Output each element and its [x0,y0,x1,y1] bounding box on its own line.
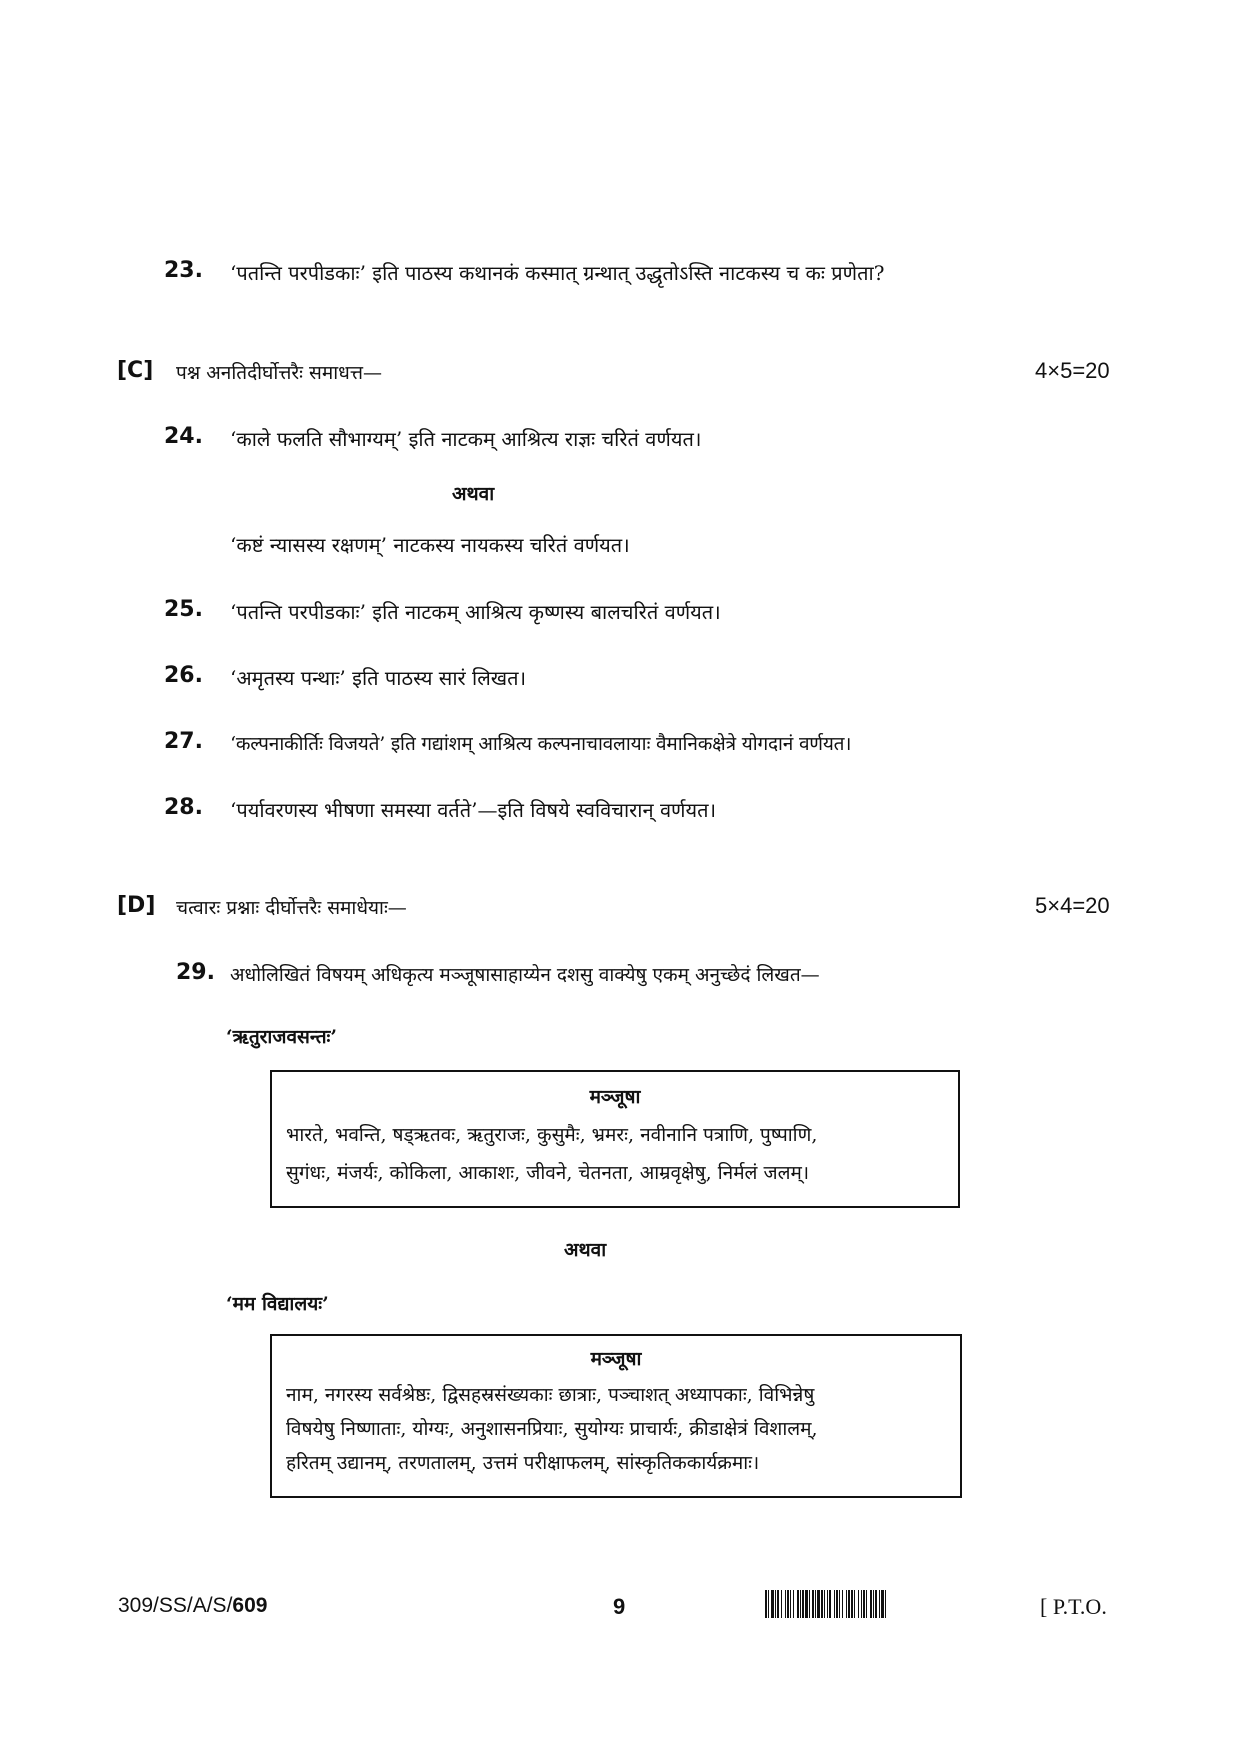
paper-code-prefix: 309/SS/A/S/ [118,1594,233,1617]
question-number: 26. [164,663,203,688]
section-d-instruction: चत्वारः प्रश्नाः दीर्घोत्तरैः समाधेयाः— [176,897,407,919]
question-text: ‘पतन्ति परपीडकाः’ इति नाटकम् आश्रित्य कृष्णस्य बालचरितं वर्णयत। [230,600,721,624]
essay-topic-2: ‘मम विद्यालयः’ [226,1293,329,1315]
question-text: ‘पतन्ति परपीडकाः’ इति पाठस्य कथानकं कस्मात् ग्रन्थात् उद्धृतोऽस्ति नाटकस्य च कः प्रणेता? [230,261,885,285]
question-number: 27. [164,729,203,754]
pto-label: [ P.T.O. [1040,1594,1107,1619]
question-text: अधोलिखितं विषयम् अधिकृत्य मञ्जूषासाहाय्येन दशसु वाक्येषु एकम् अनुच्छेदं लिखत— [230,964,820,986]
question-text-alternative: ‘कष्टं न्यासस्य रक्षणम्’ नाटकस्य नायकस्य चरितं वर्णयत। [230,533,630,557]
athava-label: अथवा [564,1239,607,1261]
question-number: 25. [164,597,203,622]
word-box-line: विषयेषु निष्णाताः, योग्यः, अनुशासनप्रियाः, सुयोग्यः प्राचार्यः, क्रीडाक्षेत्रं विशालम्, [286,1418,818,1440]
word-box-line: सुगंधः, मंजर्यः, कोकिला, आकाशः, जीवने, चेतनता, आम्रवृक्षेषु, निर्मलं जलम्। [286,1162,810,1184]
paper-code [118,1594,267,1618]
paper-code-number: 609 [232,1594,268,1617]
word-box-line: नाम, नगरस्य सर्वश्रेष्ठः, द्विसहस्रसंख्यकाः छात्राः, पञ्चाशत् अध्यापकाः, विभिन्नेषु [286,1384,815,1406]
essay-topic-1: ‘ऋतुराजवसन्तः’ [226,1026,337,1048]
section-c-instruction: पश्न अनतिदीर्घोत्तरैः समाधत्त— [176,362,382,384]
question-number: 29. [176,960,215,985]
question-text: ‘काले फलति सौभाग्यम्’ इति नाटकम् आश्रित्य राज्ञः चरितं वर्णयत। [230,427,702,451]
word-box-line: हरितम् उद्यानम्, तरणतालम्, उत्तमं परीक्षाफलम्, सांस्कृतिककार्यक्रमाः। [286,1452,760,1474]
barcode-image [765,1590,1027,1618]
word-box-1 [270,1070,960,1208]
question-number: 23. [164,258,203,283]
question-text: ‘पर्यावरणस्य भीषणा समस्या वर्तते’—इति विषये स्वविचारान् वर्णयत। [230,798,717,822]
athava-label: अथवा [452,483,495,505]
section-c-label: [C] [117,358,154,383]
section-d-label: [D] [117,893,156,918]
question-text: ‘कल्पनाकीर्तिः विजयते’ इति गद्यांशम् आश्रित्य कल्पनाचावलायाः वैमानिकक्षेत्रे योगदानं वर्णयत। [230,733,852,755]
word-box-title: मञ्जूषा [590,1348,642,1370]
word-box-title: मञ्जूषा [589,1086,641,1108]
question-text: ‘अमृतस्य पन्थाः’ इति पाठस्य सारं लिखत। [230,666,527,690]
section-d-marks: 5×4=20 [1035,893,1110,918]
section-c-marks: 4×5=20 [1035,358,1110,383]
question-number: 28. [164,795,203,820]
page-number: 9 [613,1594,626,1619]
question-number: 24. [164,424,203,449]
word-box-2 [270,1334,962,1498]
word-box-line: भारते, भवन्ति, षड्ऋतवः, ऋतुराजः, कुसुमैः, भ्रमरः, नवीनानि पत्राणि, पुष्पाणि, [286,1124,818,1146]
